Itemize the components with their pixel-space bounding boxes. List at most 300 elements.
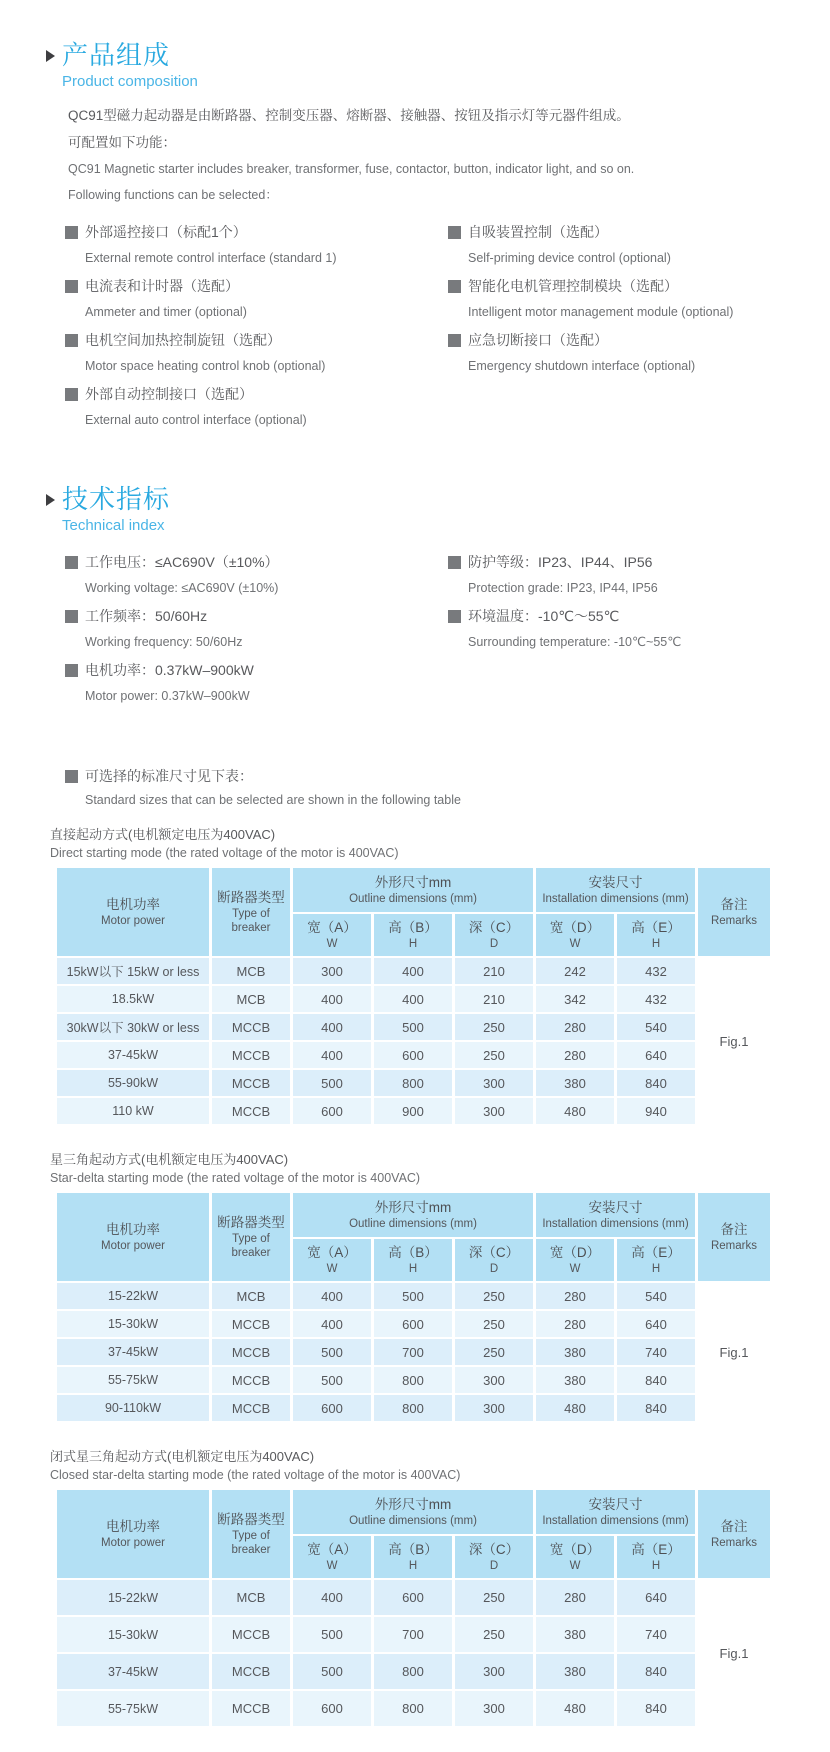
data-cell: 800 xyxy=(374,1395,452,1421)
header-cell xyxy=(293,914,371,956)
bullet-square-icon xyxy=(448,226,461,239)
data-cell: 280 xyxy=(536,1014,614,1040)
data-cell: 740 xyxy=(617,1339,695,1365)
data-cell: 110 kW xyxy=(57,1098,209,1124)
bullet-square-icon xyxy=(65,280,78,293)
header-label-cn: 电机功率 xyxy=(106,1222,160,1237)
header-label-en: W xyxy=(569,938,581,950)
data-cell: 700 xyxy=(374,1617,452,1652)
bullet-square-icon xyxy=(65,226,78,239)
table-title-en: Closed star-delta starting mode (the rated voltage of the motor is 400VAC) xyxy=(50,1468,461,1482)
data-cell: 37-45kW xyxy=(57,1654,209,1689)
header-label-en: Motor power xyxy=(101,915,165,927)
feature-item xyxy=(448,330,830,375)
data-cell: 30kW以下 30kW or less xyxy=(57,1014,209,1040)
table-row xyxy=(57,1580,770,1615)
data-cell: 640 xyxy=(617,1311,695,1337)
product-description xyxy=(68,102,830,208)
feature-label-en: External remote control interface (standard 1) xyxy=(85,251,337,265)
feature-label-en: Intelligent motor management module (optional) xyxy=(468,305,734,319)
header-label-en: H xyxy=(408,1560,418,1572)
description-line-cn: 可配置如下功能： xyxy=(68,135,176,150)
data-cell: 400 xyxy=(293,1042,371,1068)
table-body xyxy=(57,1580,770,1726)
header-label-en: D xyxy=(489,1263,499,1275)
header-cell xyxy=(57,1193,209,1281)
data-cell: 500 xyxy=(293,1617,371,1652)
specs-left-column xyxy=(65,552,448,714)
feature-label-cn: 应急切断接口（选配） xyxy=(468,332,608,348)
data-cell: MCCB xyxy=(212,1098,290,1124)
table-body xyxy=(57,958,770,1124)
header-label-en: Installation dimensions (mm) xyxy=(542,1515,689,1527)
feature-label-en: External auto control interface (optional) xyxy=(85,413,307,427)
feature-row-cn xyxy=(448,606,830,626)
data-cell: 500 xyxy=(293,1367,371,1393)
section-title-en: Technical index xyxy=(62,517,165,534)
data-cell: 250 xyxy=(455,1617,533,1652)
data-cell: 800 xyxy=(374,1070,452,1096)
header-label-cn: 宽（D） xyxy=(549,920,601,935)
size-table xyxy=(54,866,773,1126)
remark-cell: Fig.1 xyxy=(698,1283,770,1421)
data-cell: 90-110kW xyxy=(57,1395,209,1421)
header-label-en: W xyxy=(326,1560,338,1572)
header-cell xyxy=(455,1536,533,1578)
specs-right-column xyxy=(448,552,830,714)
feature-label-cn: 工作频率：50/60Hz xyxy=(85,608,208,624)
bullet-square-icon xyxy=(65,610,78,623)
header-label-cn: 外形尺寸mm xyxy=(374,875,452,890)
data-cell: MCB xyxy=(212,1580,290,1615)
data-cell: 940 xyxy=(617,1098,695,1124)
header-label-en: Outline dimensions (mm) xyxy=(349,1515,477,1527)
header-cell xyxy=(698,1490,770,1578)
table-row xyxy=(57,1070,770,1096)
table-head xyxy=(57,868,770,956)
header-label-en: W xyxy=(326,1263,338,1275)
data-cell: 300 xyxy=(455,1070,533,1096)
data-cell: 400 xyxy=(293,986,371,1012)
header-cell xyxy=(455,1239,533,1281)
header-label-en: Installation dimensions (mm) xyxy=(542,893,689,905)
header-label-en: H xyxy=(408,1263,418,1275)
header-cell xyxy=(293,1239,371,1281)
data-cell: MCCB xyxy=(212,1395,290,1421)
data-cell: 300 xyxy=(293,958,371,984)
header-label-cn: 断路器类型 xyxy=(217,1512,285,1527)
data-cell: 600 xyxy=(293,1691,371,1726)
bullet-square-icon xyxy=(448,610,461,623)
header-label-cn: 外形尺寸mm xyxy=(374,1200,452,1215)
header-cell xyxy=(617,1536,695,1578)
data-cell: 280 xyxy=(536,1580,614,1615)
feature-label-cn: 电机功率：0.37kW–900kW xyxy=(85,662,254,678)
data-cell: MCCB xyxy=(212,1014,290,1040)
table-row xyxy=(57,958,770,984)
data-cell: 250 xyxy=(455,1339,533,1365)
feature-label-cn: 自吸装置控制（选配） xyxy=(468,224,608,240)
section-header xyxy=(46,40,830,70)
header-label-cn: 电机功率 xyxy=(106,1519,160,1534)
data-cell: 250 xyxy=(455,1283,533,1309)
header-cell xyxy=(617,914,695,956)
header-label-en: Type of breaker xyxy=(231,1530,271,1556)
data-cell: 600 xyxy=(374,1311,452,1337)
data-cell: 380 xyxy=(536,1617,614,1652)
data-cell: 480 xyxy=(536,1098,614,1124)
table-title-en: Direct starting mode (the rated voltage of the motor is 400VAC) xyxy=(50,846,399,860)
data-cell: 540 xyxy=(617,1014,695,1040)
size-table-block xyxy=(50,1447,830,1728)
header-label-en: Type of breaker xyxy=(231,1233,271,1259)
table-row xyxy=(57,1339,770,1365)
table-head xyxy=(57,1193,770,1281)
data-cell: 800 xyxy=(374,1691,452,1726)
table-row xyxy=(57,1311,770,1337)
sizes-note-label-en: Standard sizes that can be selected are shown in the following table xyxy=(85,793,461,807)
description-line-en: QC91 Magnetic starter includes breaker, transformer, fuse, contactor, button, indicator light, and so on. xyxy=(68,162,635,176)
feature-label-en: Working voltage: ≤AC690V (±10%) xyxy=(85,581,279,595)
description-line-en: Following functions can be selected： xyxy=(68,188,278,202)
feature-item xyxy=(448,606,830,651)
feature-row-cn xyxy=(448,222,830,242)
data-cell: 480 xyxy=(536,1691,614,1726)
header-label-en: Remarks xyxy=(710,1537,757,1549)
header-label-cn: 备注 xyxy=(720,897,748,912)
feature-label-en: Motor power: 0.37kW–900kW xyxy=(85,689,250,703)
feature-row-cn xyxy=(65,222,448,242)
data-cell: 380 xyxy=(536,1339,614,1365)
feature-item xyxy=(65,606,448,651)
data-cell: 640 xyxy=(617,1042,695,1068)
header-label-cn: 宽（A） xyxy=(307,1542,357,1557)
header-cell xyxy=(57,1490,209,1578)
data-cell: MCCB xyxy=(212,1311,290,1337)
features-right-column xyxy=(448,222,830,438)
data-cell: 432 xyxy=(617,958,695,984)
feature-item xyxy=(65,330,448,375)
header-label-en: Remarks xyxy=(710,1240,757,1252)
header-cell xyxy=(536,1536,614,1578)
bullet-square-icon xyxy=(65,388,78,401)
header-label-en: Motor power xyxy=(101,1240,165,1252)
feature-row-cn xyxy=(65,330,448,350)
size-tables xyxy=(50,825,830,1728)
header-cell xyxy=(293,1536,371,1578)
data-cell: 15kW以下 15kW or less xyxy=(57,958,209,984)
header-cell xyxy=(212,868,290,956)
data-cell: MCCB xyxy=(212,1367,290,1393)
data-cell: 480 xyxy=(536,1395,614,1421)
data-cell: 15-22kW xyxy=(57,1580,209,1615)
feature-row-cn xyxy=(65,606,448,626)
sizes-note-cn-row xyxy=(65,766,830,786)
header-label-cn: 外形尺寸mm xyxy=(374,1497,452,1512)
data-cell: 500 xyxy=(293,1339,371,1365)
header-cell xyxy=(374,1536,452,1578)
features-left-column xyxy=(65,222,448,438)
data-cell: 500 xyxy=(293,1654,371,1689)
data-cell: 300 xyxy=(455,1098,533,1124)
data-cell: 380 xyxy=(536,1654,614,1689)
header-label-cn: 宽（D） xyxy=(549,1542,601,1557)
header-label-cn: 备注 xyxy=(720,1519,748,1534)
remark-cell: Fig.1 xyxy=(698,1580,770,1726)
feature-item xyxy=(448,276,830,321)
data-cell: 210 xyxy=(455,986,533,1012)
header-label-en: H xyxy=(651,938,661,950)
data-cell: 280 xyxy=(536,1311,614,1337)
table-row xyxy=(57,1395,770,1421)
data-cell: 250 xyxy=(455,1014,533,1040)
feature-label-en: Emergency shutdown interface (optional) xyxy=(468,359,696,373)
data-cell: 600 xyxy=(293,1098,371,1124)
table-row xyxy=(57,1617,770,1652)
header-cell xyxy=(374,914,452,956)
data-cell: 600 xyxy=(374,1580,452,1615)
data-cell: 210 xyxy=(455,958,533,984)
table-row xyxy=(57,1691,770,1726)
bullet-square-icon xyxy=(65,334,78,347)
data-cell: 250 xyxy=(455,1042,533,1068)
feature-item xyxy=(65,222,448,267)
data-cell: 400 xyxy=(293,1580,371,1615)
header-label-en: Remarks xyxy=(710,915,757,927)
data-cell: 840 xyxy=(617,1654,695,1689)
data-cell: 640 xyxy=(617,1580,695,1615)
table-body xyxy=(57,1283,770,1421)
header-cell xyxy=(293,1193,533,1237)
bullet-square-icon xyxy=(448,334,461,347)
size-table xyxy=(54,1488,773,1728)
table-row xyxy=(57,1654,770,1689)
description-line-cn: QC91型磁力起动器是由断路器、控制变压器、熔断器、接触器、按钮及指示灯等元器件组成。 xyxy=(68,108,630,123)
data-cell: 840 xyxy=(617,1395,695,1421)
data-cell: 840 xyxy=(617,1691,695,1726)
feature-row-cn xyxy=(448,330,830,350)
feature-label-cn: 电流表和计时器（选配） xyxy=(85,278,239,294)
features-columns xyxy=(65,222,830,438)
feature-label-cn: 防护等级：IP23、IP44、IP56 xyxy=(468,554,653,570)
table-row xyxy=(57,1014,770,1040)
header-label-en: Type of breaker xyxy=(231,908,271,934)
header-label-en: W xyxy=(326,938,338,950)
feature-label-cn: 智能化电机管理控制模块（选配） xyxy=(468,278,678,294)
data-cell: MCCB xyxy=(212,1691,290,1726)
header-label-cn: 高（B） xyxy=(388,1245,438,1260)
header-label-cn: 备注 xyxy=(720,1222,748,1237)
sizes-note xyxy=(65,766,830,809)
data-cell: 800 xyxy=(374,1367,452,1393)
header-label-cn: 安装尺寸 xyxy=(588,1200,643,1215)
data-cell: 37-45kW xyxy=(57,1042,209,1068)
specs-columns xyxy=(65,552,830,714)
data-cell: 600 xyxy=(293,1395,371,1421)
header-label-en: H xyxy=(651,1263,661,1275)
remark-cell: Fig.1 xyxy=(698,958,770,1124)
feature-label-en: Self-priming device control (optional) xyxy=(468,251,671,265)
data-cell: 740 xyxy=(617,1617,695,1652)
data-cell: 300 xyxy=(455,1691,533,1726)
data-cell: MCCB xyxy=(212,1654,290,1689)
feature-row-cn xyxy=(448,552,830,572)
section-title-cn: 产品组成 xyxy=(62,40,171,70)
bullet-square-icon xyxy=(448,280,461,293)
data-cell: 800 xyxy=(374,1654,452,1689)
data-cell: MCB xyxy=(212,958,290,984)
data-cell: 15-30kW xyxy=(57,1311,209,1337)
table-title-cn: 星三角起动方式(电机额定电压为400VAC) xyxy=(50,1152,289,1167)
data-cell: 380 xyxy=(536,1367,614,1393)
bullet-square-icon xyxy=(65,770,78,783)
header-label-cn: 断路器类型 xyxy=(217,1215,285,1230)
header-cell xyxy=(698,1193,770,1281)
header-label-cn: 安装尺寸 xyxy=(588,1497,643,1512)
section-title-cn: 技术指标 xyxy=(62,484,171,514)
data-cell: 400 xyxy=(374,986,452,1012)
table-head xyxy=(57,1490,770,1578)
header-label-cn: 高（B） xyxy=(388,920,438,935)
header-label-cn: 宽（A） xyxy=(307,1245,357,1260)
header-cell xyxy=(536,1490,695,1534)
table-title-cn: 闭式星三角起动方式(电机额定电压为400VAC) xyxy=(50,1449,315,1464)
header-label-en: D xyxy=(489,1560,499,1572)
header-cell xyxy=(536,914,614,956)
data-cell: 900 xyxy=(374,1098,452,1124)
data-cell: 300 xyxy=(455,1395,533,1421)
data-cell: 840 xyxy=(617,1367,695,1393)
data-cell: 280 xyxy=(536,1042,614,1068)
data-cell: 55-90kW xyxy=(57,1070,209,1096)
triangle-bullet-icon xyxy=(46,494,55,506)
feature-item xyxy=(448,222,830,267)
section-technical-index xyxy=(0,484,830,714)
data-cell: 55-75kW xyxy=(57,1691,209,1726)
header-label-en: Motor power xyxy=(101,1537,165,1549)
data-cell: 400 xyxy=(293,1311,371,1337)
data-cell: 840 xyxy=(617,1070,695,1096)
section-title-en: Product composition xyxy=(62,73,198,90)
header-cell xyxy=(698,868,770,956)
data-cell: 300 xyxy=(455,1654,533,1689)
header-label-cn: 高（E） xyxy=(631,920,681,935)
header-cell xyxy=(617,1239,695,1281)
data-cell: 380 xyxy=(536,1070,614,1096)
data-cell: 15-22kW xyxy=(57,1283,209,1309)
size-table xyxy=(54,1191,773,1423)
feature-row-cn xyxy=(65,276,448,296)
feature-label-cn: 外部遥控接口（标配1个） xyxy=(85,224,247,240)
data-cell: 250 xyxy=(455,1580,533,1615)
header-label-cn: 深（C） xyxy=(468,920,520,935)
bullet-square-icon xyxy=(65,664,78,677)
table-title-cn: 直接起动方式(电机额定电压为400VAC) xyxy=(50,827,276,842)
feature-label-en: Surrounding temperature: -10℃~55℃ xyxy=(468,635,682,649)
section-header xyxy=(46,484,830,514)
data-cell: 18.5kW xyxy=(57,986,209,1012)
data-cell: 55-75kW xyxy=(57,1367,209,1393)
feature-item xyxy=(65,384,448,429)
data-cell: MCB xyxy=(212,1283,290,1309)
table-row xyxy=(57,1042,770,1068)
header-label-cn: 高（E） xyxy=(631,1542,681,1557)
data-cell: 600 xyxy=(374,1042,452,1068)
header-cell xyxy=(455,914,533,956)
table-row xyxy=(57,986,770,1012)
feature-item xyxy=(448,552,830,597)
section-product-composition xyxy=(0,0,830,438)
data-cell: 15-30kW xyxy=(57,1617,209,1652)
feature-label-en: Motor space heating control knob (optional) xyxy=(85,359,326,373)
data-cell: 242 xyxy=(536,958,614,984)
feature-label-en: Protection grade: IP23, IP44, IP56 xyxy=(468,581,658,595)
feature-item xyxy=(65,660,448,705)
header-label-en: Outline dimensions (mm) xyxy=(349,1218,477,1230)
sizes-note-label-cn: 可选择的标准尺寸见下表： xyxy=(85,768,253,784)
bullet-square-icon xyxy=(448,556,461,569)
data-cell: 37-45kW xyxy=(57,1339,209,1365)
feature-label-en: Working frequency: 50/60Hz xyxy=(85,635,243,649)
table-row xyxy=(57,1098,770,1124)
data-cell: 342 xyxy=(536,986,614,1012)
triangle-bullet-icon xyxy=(46,50,55,62)
table-title-en: Star-delta starting mode (the rated voltage of the motor is 400VAC) xyxy=(50,1171,421,1185)
header-label-cn: 深（C） xyxy=(468,1245,520,1260)
header-label-en: W xyxy=(569,1560,581,1572)
header-cell xyxy=(293,1490,533,1534)
data-cell: MCCB xyxy=(212,1617,290,1652)
data-cell: 500 xyxy=(293,1070,371,1096)
data-cell: 400 xyxy=(293,1283,371,1309)
table-row xyxy=(57,1367,770,1393)
data-cell: 280 xyxy=(536,1283,614,1309)
feature-label-cn: 电机空间加热控制旋钮（选配） xyxy=(85,332,281,348)
data-cell: 700 xyxy=(374,1339,452,1365)
data-cell: MCCB xyxy=(212,1070,290,1096)
header-cell xyxy=(536,868,695,912)
feature-item xyxy=(65,276,448,321)
header-cell xyxy=(57,868,209,956)
size-table-block xyxy=(50,1150,830,1423)
header-label-cn: 深（C） xyxy=(468,1542,520,1557)
header-cell xyxy=(536,1239,614,1281)
header-label-cn: 宽（A） xyxy=(307,920,357,935)
header-label-en: W xyxy=(569,1263,581,1275)
size-table-block xyxy=(50,825,830,1126)
feature-row-cn xyxy=(448,276,830,296)
header-label-cn: 安装尺寸 xyxy=(588,875,643,890)
header-cell xyxy=(374,1239,452,1281)
feature-label-cn: 环境温度：-10℃～55℃ xyxy=(468,608,620,624)
feature-row-cn xyxy=(65,552,448,572)
table-row xyxy=(57,1283,770,1309)
feature-item xyxy=(65,552,448,597)
feature-label-en: Ammeter and timer (optional) xyxy=(85,305,247,319)
feature-label-cn: 外部自动控制接口（选配） xyxy=(85,386,253,402)
header-cell xyxy=(212,1193,290,1281)
feature-label-cn: 工作电压：≤AC690V（±10%） xyxy=(85,554,279,570)
data-cell: 300 xyxy=(455,1367,533,1393)
data-cell: 400 xyxy=(293,1014,371,1040)
data-cell: 500 xyxy=(374,1283,452,1309)
feature-row-cn xyxy=(65,384,448,404)
data-cell: MCCB xyxy=(212,1042,290,1068)
bullet-square-icon xyxy=(65,556,78,569)
header-cell xyxy=(212,1490,290,1578)
header-label-en: Installation dimensions (mm) xyxy=(542,1218,689,1230)
data-cell: MCB xyxy=(212,986,290,1012)
